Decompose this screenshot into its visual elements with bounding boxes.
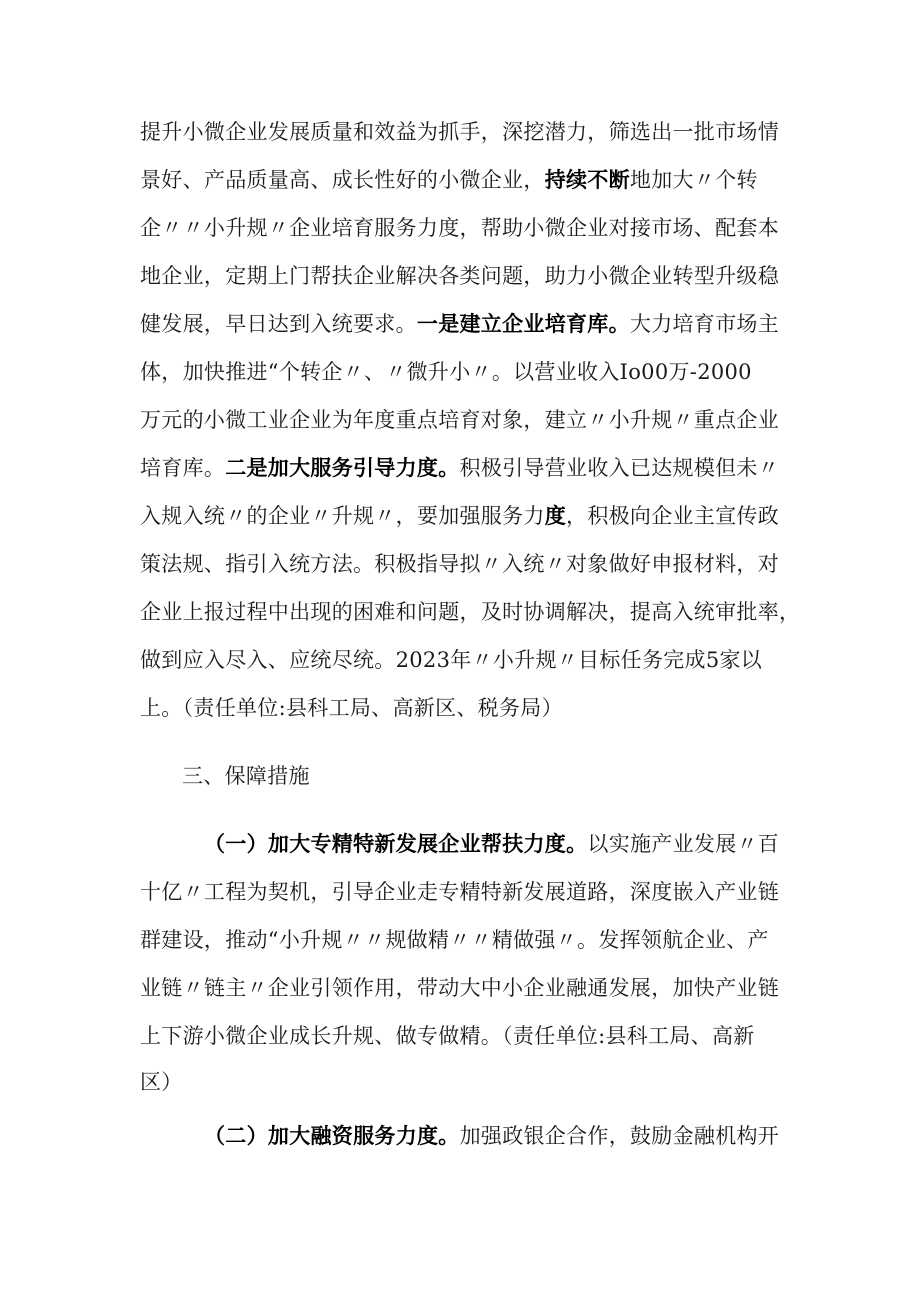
text-line — [140, 878, 779, 906]
text-line — [140, 262, 779, 290]
text-line — [140, 502, 779, 530]
text-span: 地企业，定期上门帮扶企业解决各类问题，助力小微企业转型升级稳 — [140, 264, 779, 288]
text-span: 企〃〃小升规〃企业培育服务力度，帮助小微企业对接市场、配套本 — [140, 216, 779, 240]
bold-text: 一是建立企业培育库。 — [416, 311, 630, 336]
text-line — [140, 974, 779, 1002]
text-line — [140, 1022, 755, 1050]
bold-text: 度 — [544, 503, 567, 528]
text-span: 区） — [140, 1070, 183, 1094]
text-line — [140, 406, 779, 434]
bold-text: 二是加大服务引导力度。 — [225, 455, 460, 480]
text-span: 提升小微企业发展质量和效益为抓手，深挖潜力，筛选出一批市场情 — [140, 120, 779, 144]
bold-text: （二）加大融资服务力度。 — [204, 1123, 460, 1148]
text-span: 群建设，推动“小升规〃〃规做精〃〃精做强〃。发挥领航企业、产 — [140, 928, 769, 952]
text-line — [140, 598, 800, 626]
text-line — [204, 830, 779, 858]
text-span: 策法规、指引入统方法。积极指导拟〃入统〃对象做好申报材料，对 — [140, 552, 779, 576]
text-line — [140, 166, 758, 194]
text-line — [140, 358, 752, 386]
text-span: 入规入统〃的企业〃升规〃，要加强服务力 — [140, 504, 545, 528]
text-span: 做到应入尽入、应统尽统。2023年〃小升规〃目标任务完成5家以 — [140, 648, 763, 672]
text-span: 以实施产业发展〃百 — [587, 832, 780, 856]
text-line — [140, 694, 563, 722]
text-span: 企业上报过程中出现的困难和问题，及时协调解决，提高入统审批率， — [140, 600, 801, 624]
text-span: 体，加快推进“个转企〃、〃微升小〃。以营业收入Io00万-2000 — [140, 360, 752, 384]
text-span: 业链〃链主〃企业引领作用，带动大中小企业融通发展，加快产业链 — [140, 976, 779, 1000]
text-line — [140, 550, 779, 578]
text-span: 积极引导营业收入已达规模但未〃 — [459, 456, 780, 480]
text-line — [140, 214, 779, 242]
text-line — [140, 310, 779, 338]
text-span: ，积极向企业主宣传政 — [566, 504, 780, 528]
text-span: 地加大〃个转 — [629, 168, 758, 192]
text-span: 培育库。 — [140, 456, 226, 480]
text-span: 大力培育市场主 — [629, 312, 780, 336]
text-line — [140, 646, 762, 674]
text-span: 万元的小微工业企业为年度重点培育对象，建立〃小升规〃重点企业 — [140, 408, 779, 432]
text-line — [140, 454, 779, 482]
text-line — [204, 1122, 779, 1150]
text-line — [140, 926, 769, 954]
text-line — [140, 118, 779, 146]
text-span: 景好、产品质量高、成长性好的小微企业， — [140, 168, 545, 192]
text-span: 上。（责任单位:县科工局、高新区、税务局） — [140, 696, 563, 720]
text-span: 十亿〃工程为契机，引导企业走专精特新发展道路，深度嵌入产业链 — [140, 880, 779, 904]
text-span: 加强政银企合作，鼓励金融机构开 — [459, 1124, 780, 1148]
section-heading — [182, 762, 310, 790]
text-span: 健发展，早日达到入统要求。 — [140, 312, 417, 336]
heading-text: 三、保障措施 — [182, 764, 310, 788]
bold-text: （一）加大专精特新发展企业帮扶力度。 — [204, 831, 588, 856]
text-span: 上下游小微企业成长升规、做专做精。（责任单位:县科工局、高新 — [140, 1024, 755, 1048]
bold-text: 持续不断 — [544, 167, 630, 192]
text-line — [140, 1068, 183, 1096]
